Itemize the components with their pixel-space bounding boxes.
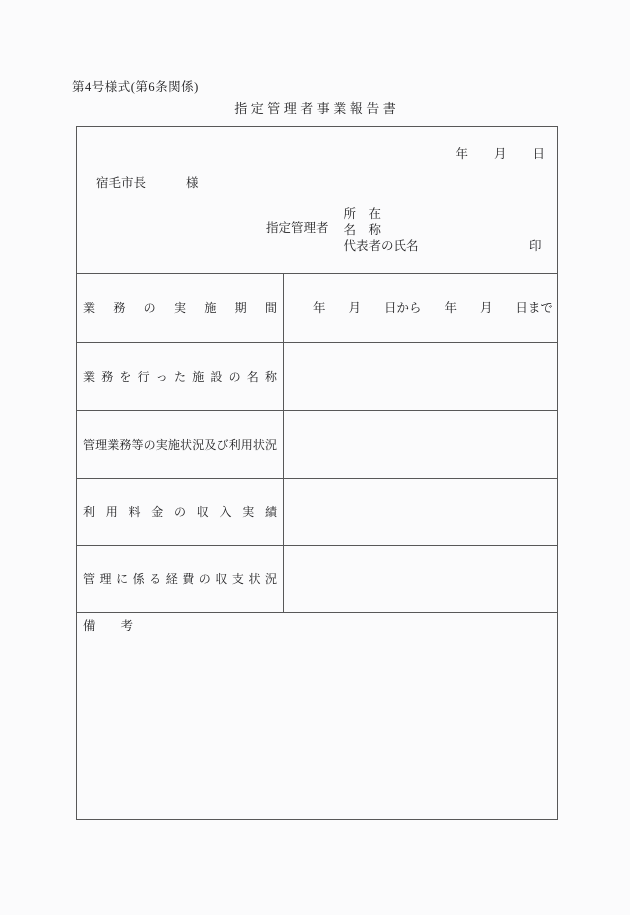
facility-name-label-cell xyxy=(77,343,284,410)
period-line xyxy=(284,302,557,315)
applicant-representative-label: 代表者の氏名 xyxy=(343,238,419,253)
fee-income-value-cell xyxy=(284,479,557,545)
period-label-cell xyxy=(77,274,284,342)
period-year-from-label: 年 xyxy=(313,300,326,315)
management-status-label-cell xyxy=(77,411,284,478)
addressee-line xyxy=(96,177,199,190)
form-number: 第4号様式(第6条関係) xyxy=(72,80,199,94)
remarks-section xyxy=(77,613,557,819)
addressee-name: 宿毛市長 xyxy=(96,176,147,190)
period-day-to-label: 日まで xyxy=(515,300,553,315)
period-month-to-label: 月 xyxy=(479,300,493,315)
applicant-location-label: 所 在 xyxy=(343,206,382,221)
expense-balance-label: 管理に係る経費の収支状況 xyxy=(83,572,277,586)
fee-income-label: 利用料金の収入実績 xyxy=(83,505,277,519)
table-row-expense-balance xyxy=(77,546,557,613)
date-year-label: 年 xyxy=(455,147,468,161)
seal-label: 印 xyxy=(529,238,542,253)
facility-name-label: 業務を行った施設の名称 xyxy=(83,369,277,384)
table-row-management-status xyxy=(77,411,557,479)
applicant-location-line xyxy=(344,206,542,222)
facility-name-value-cell xyxy=(284,343,557,410)
addressee-honorific: 様 xyxy=(186,176,199,190)
period-label: 業務の実施期間 xyxy=(83,301,277,315)
period-day-from-label: 日から xyxy=(383,300,422,315)
table-row-fee-income xyxy=(77,479,557,546)
table-row-facility-name xyxy=(77,343,557,411)
applicant-label: 指定管理者 xyxy=(266,221,329,235)
applicant-name-line xyxy=(344,222,542,238)
applicant-representative-line xyxy=(344,238,542,254)
date-month-label: 月 xyxy=(493,147,507,161)
period-month-from-label: 月 xyxy=(348,300,361,315)
applicant-block xyxy=(266,206,542,254)
expense-balance-value-cell xyxy=(284,546,557,612)
table-row-period xyxy=(77,274,557,343)
management-status-label: 管理業務等の実施状況及び利用状況 xyxy=(83,437,277,452)
date-line xyxy=(455,148,545,161)
fee-income-label-cell xyxy=(77,479,284,545)
report-form-table xyxy=(76,126,558,820)
date-day-label: 日 xyxy=(532,147,545,161)
expense-balance-label-cell xyxy=(77,546,284,612)
remarks-label: 備 考 xyxy=(83,619,134,633)
page-title: 指定管理者事業報告書 xyxy=(234,101,400,116)
period-value-cell xyxy=(284,274,557,342)
form-header-section xyxy=(77,127,557,274)
applicant-name-label: 名 称 xyxy=(343,222,382,237)
applicant-lines xyxy=(344,206,542,254)
management-status-value-cell xyxy=(284,411,557,478)
period-year-to-label: 年 xyxy=(444,300,457,315)
